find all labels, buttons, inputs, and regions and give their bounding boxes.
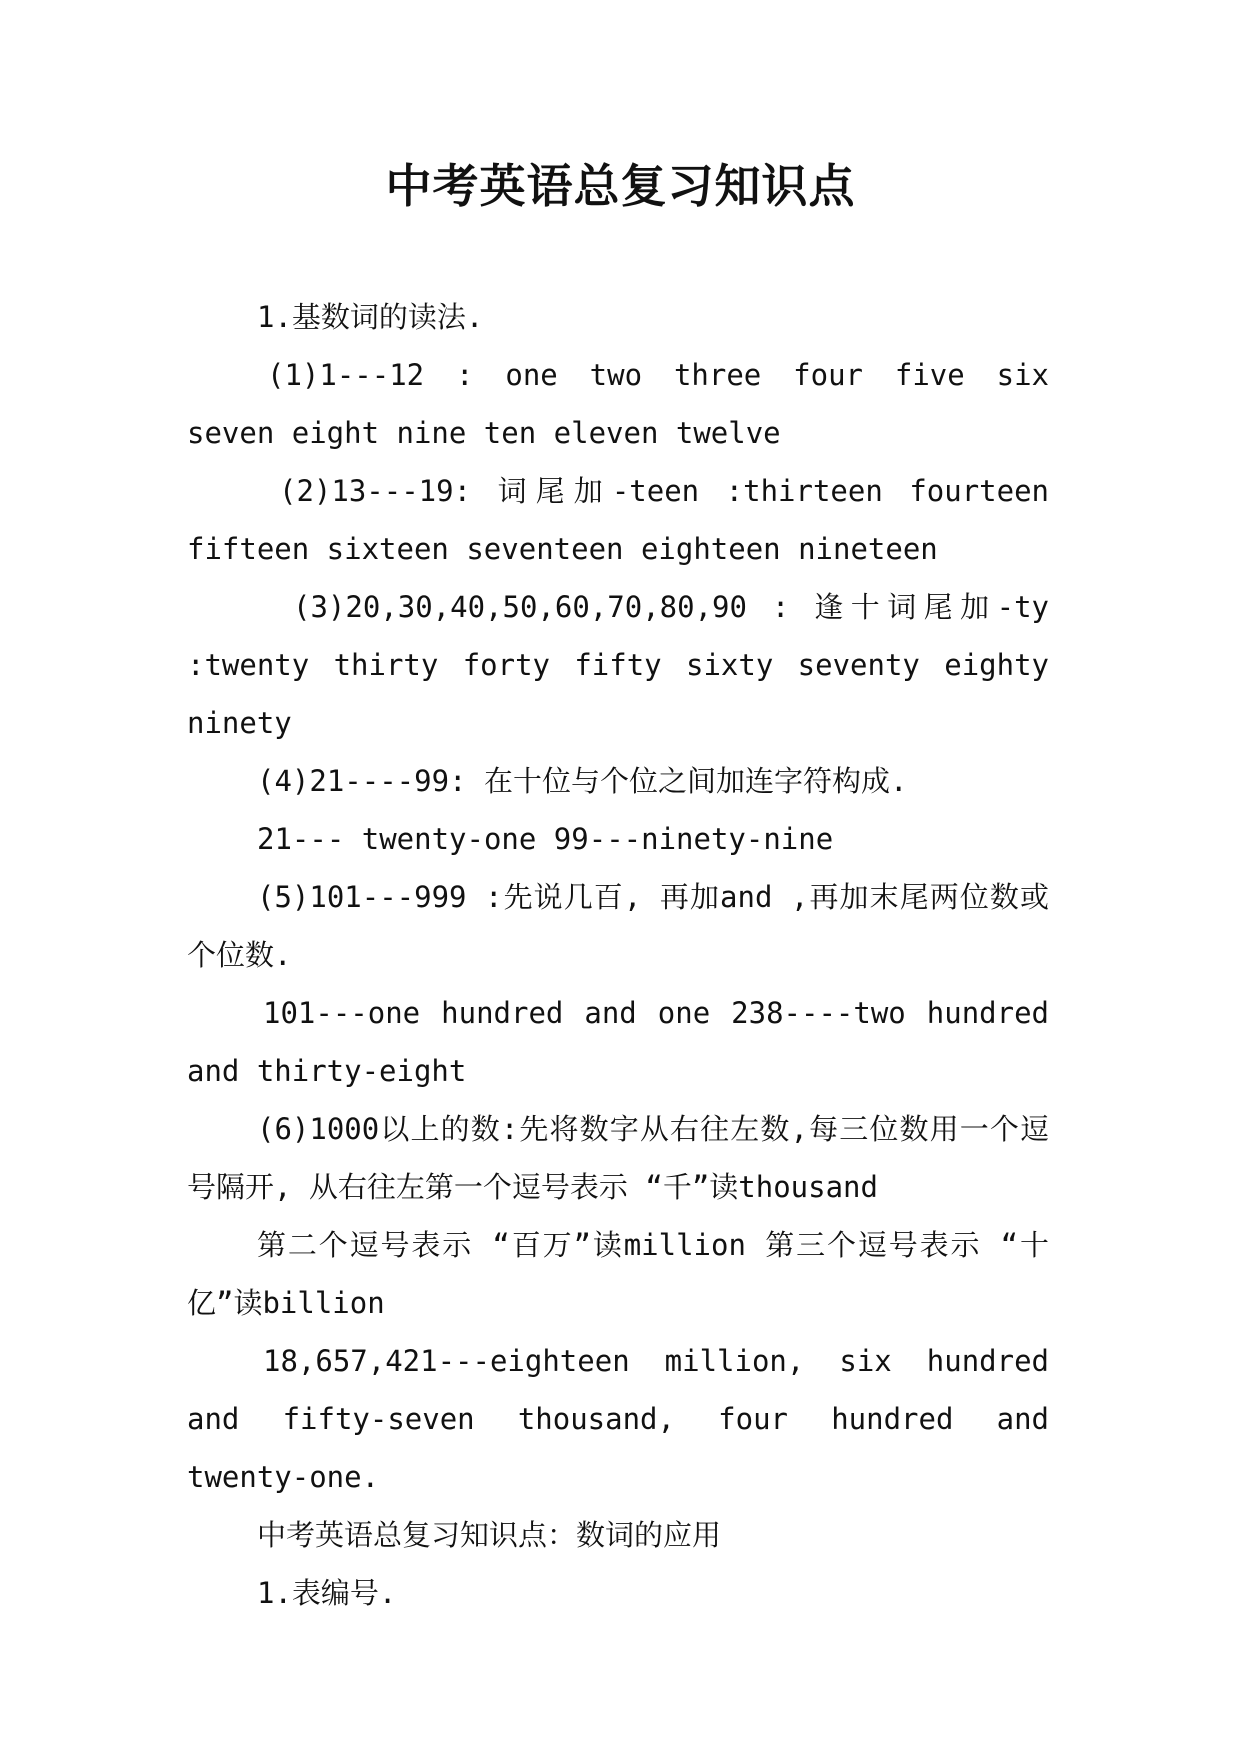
paragraph-101-to-999-example: 101---one hundred and one 238----two hundred and thirty-eight [187, 996, 1049, 1088]
paragraph-section-heading: 中考英语总复习知识点：数词的应用 [257, 1518, 722, 1552]
paragraph-cardinal-heading: 1.基数词的读法. [257, 300, 484, 334]
paragraph-over-1000: (6)1000以上的数:先将数字从右往左数,每三位数用一个逗号隔开, 从右往左第一个逗号表示 “千”读thousand [187, 1112, 1049, 1204]
paragraph-21-to-99: (4)21----99: 在十位与个位之间加连字符构成. [257, 764, 908, 798]
paragraph-1-to-12: (1)1---12 : one two three four five six seven eight nine ten eleven twelve [187, 358, 1049, 450]
paragraph-million-billion: 第二个逗号表示 “百万”读million 第三个逗号表示 “十亿”读billion [187, 1228, 1049, 1320]
paragraph-large-number-example: 18,657,421---eighteen million, six hundred and fifty-seven thousand, four hundred and twenty-one. [187, 1344, 1049, 1494]
paragraph-tens: (3)20,30,40,50,60,70,80,90 : 逢十词尾加-ty :twenty thirty forty fifty sixty seventy eighty ninety [187, 590, 1049, 740]
document-body [187, 288, 1049, 1622]
paragraph-numbering-heading: 1.表编号. [257, 1576, 397, 1610]
paragraph-21-to-99-example: 21--- twenty-one 99---ninety-nine [257, 822, 834, 856]
paragraph-101-to-999: (5)101---999 :先说几百, 再加and ,再加末尾两位数或个位数. [187, 880, 1049, 972]
paragraph-13-to-19: (2)13---19: 词尾加-teen :thirteen fourteen fifteen sixteen seventeen eighteen nineteen [187, 474, 1049, 566]
document-title: 中考英语总复习知识点 [385, 159, 856, 213]
